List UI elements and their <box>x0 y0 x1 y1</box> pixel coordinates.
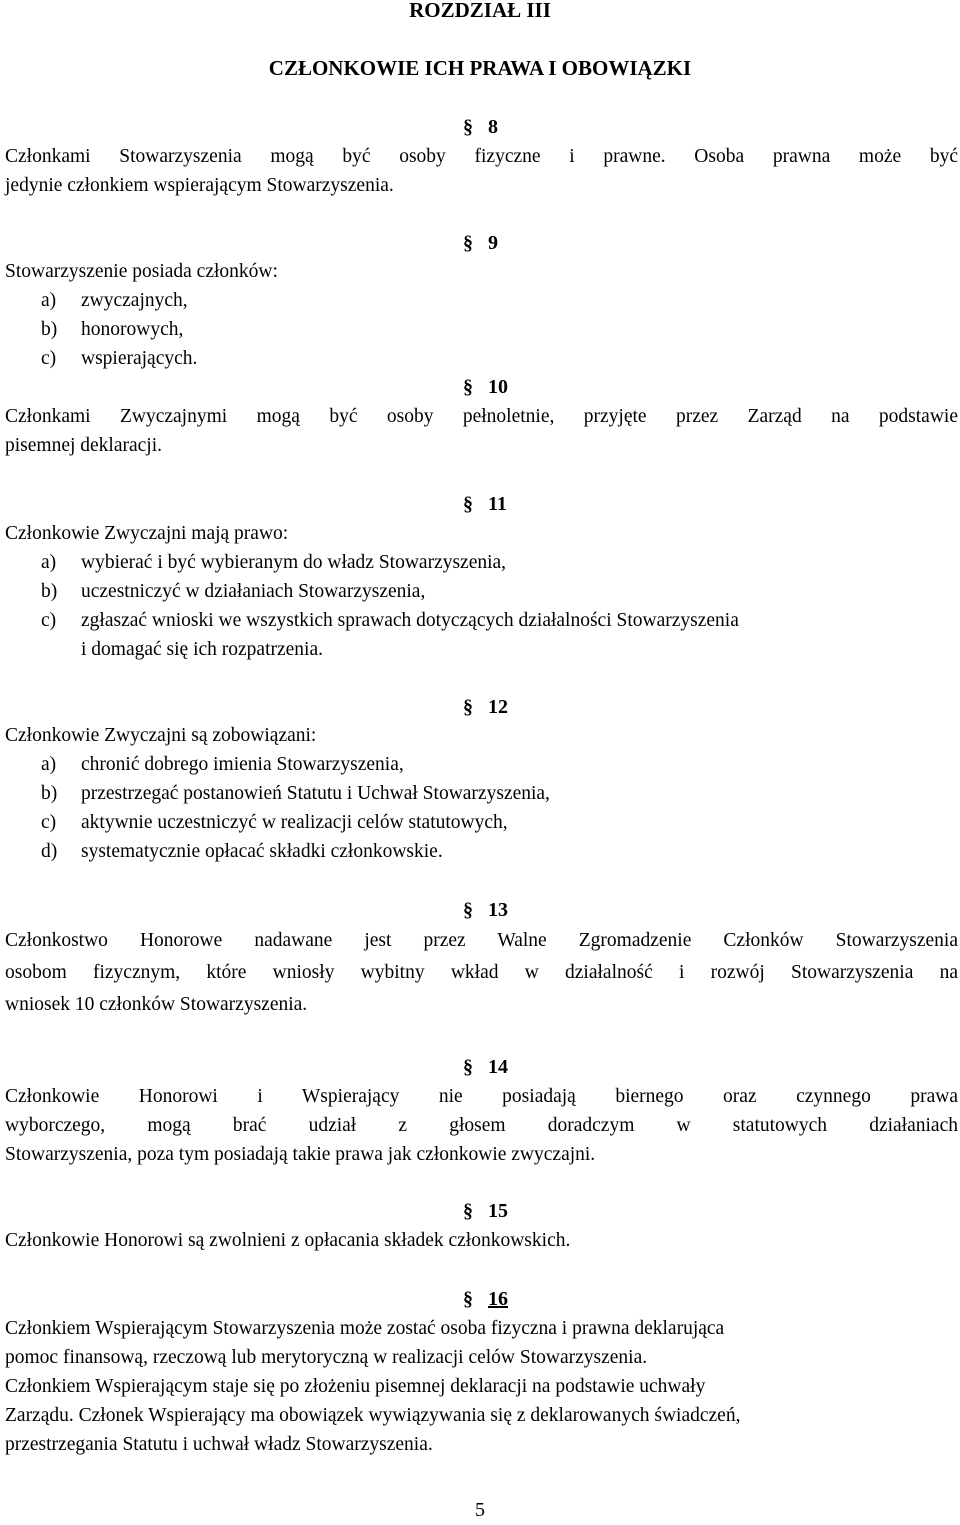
text-line: Członkiem Wspierającym Stowarzyszenia może zostać osoba fizyczna i prawna deklarująca <box>5 1318 725 1339</box>
text-line: przestrzegania Statutu i uchwał władz Stowarzyszenia. <box>5 1434 433 1455</box>
section-14-heading <box>462 1053 508 1082</box>
section-number: 10 <box>488 376 508 398</box>
list-intro: Stowarzyszenie posiada członków: <box>5 261 278 282</box>
text-line: Członkowie Honorowi i Wspierający nie posiadają biernego oraz czynnego prawa <box>5 1086 958 1107</box>
section-10-heading <box>462 373 508 402</box>
section-11-list <box>5 519 958 664</box>
page-number: 5 <box>475 1499 485 1521</box>
text-line: pomoc finansową, rzeczową lub merytoryczną w realizacji celów Stowarzyszenia. <box>5 1347 648 1368</box>
section-10-text <box>5 402 958 460</box>
section-number: 13 <box>488 899 508 921</box>
section-number: 15 <box>488 1200 508 1222</box>
section-8-text <box>5 142 958 200</box>
text-line: Członkostwo Honorowe nadawane jest przez Walne Zgromadzenie Członków Stowarzyszenia <box>5 930 958 951</box>
section-symbol: § <box>463 696 473 718</box>
section-16-heading <box>462 1285 508 1314</box>
section-symbol: § <box>463 232 473 254</box>
text-line: jedynie członkiem wspierającym Stowarzyszenia. <box>5 175 394 196</box>
section-number: 16 <box>488 1288 508 1310</box>
section-symbol: § <box>463 1056 473 1078</box>
text-line: Członkowie Honorowi są zwolnieni z opłacania składek członkowskich. <box>5 1230 571 1251</box>
chapter-heading: ROZDZIAŁ III <box>409 0 551 22</box>
list-item: c) zgłaszać wnioski we wszystkich sprawach dotyczących działalności Stowarzyszenia <box>41 610 739 631</box>
section-9-heading <box>462 229 498 258</box>
section-15-text <box>5 1226 958 1255</box>
section-symbol: § <box>463 376 473 398</box>
section-number: 8 <box>488 116 498 138</box>
section-symbol: § <box>463 1288 473 1310</box>
section-number: 9 <box>488 232 498 254</box>
text-line: Zarządu. Członek Wspierający ma obowiązek wywiązywania się z deklarowanych świadczeń, <box>5 1405 741 1426</box>
text-line: wyborczego, mogą brać udział z głosem doradczym w statutowych działaniach <box>5 1115 958 1136</box>
list-intro: Członkowie Zwyczajni są zobowiązani: <box>5 725 317 746</box>
list-item: b) uczestniczyć w działaniach Stowarzyszenia, <box>41 581 426 602</box>
section-symbol: § <box>463 899 473 921</box>
list-item: b) przestrzegać postanowień Statutu i Uchwał Stowarzyszenia, <box>41 783 550 804</box>
section-8-heading <box>462 113 498 142</box>
text-line: Członkiem Wspierającym staje się po złożeniu pisemnej deklaracji na podstawie uchwały <box>5 1376 706 1397</box>
section-11-heading <box>462 490 507 519</box>
list-item-continuation: i domagać się ich rozpatrzenia. <box>81 639 324 660</box>
section-14-text <box>5 1082 958 1169</box>
list-item: a) wybierać i być wybieranym do władz Stowarzyszenia, <box>41 552 507 573</box>
chapter-title: CZŁONKOWIE ICH PRAWA I OBOWIĄZKI <box>268 56 692 80</box>
text-line: Członkami Stowarzyszenia mogą być osoby fizyczne i prawne. Osoba prawna może być <box>5 146 958 167</box>
section-symbol: § <box>463 493 473 515</box>
text-line: osobom fizycznym, które wniosły wybitny wkład w działalność i rozwój Stowarzyszenia na <box>5 962 958 983</box>
list-item: b) honorowych, <box>41 319 184 340</box>
text-line: Członkami Zwyczajnymi mogą być osoby pełnoletnie, przyjęte przez Zarząd na podstawie <box>5 406 958 427</box>
text-line: pisemnej deklaracji. <box>5 435 163 456</box>
section-number: 12 <box>488 696 508 718</box>
section-12-heading <box>462 693 508 722</box>
list-item: c) wspierających. <box>41 348 198 369</box>
section-symbol: § <box>463 116 473 138</box>
section-9-list <box>5 257 958 373</box>
list-item: a) chronić dobrego imienia Stowarzyszenia, <box>41 754 404 775</box>
list-item: a) zwyczajnych, <box>41 290 188 311</box>
list-item: d) systematycznie opłacać składki członkowskie. <box>41 841 443 862</box>
section-13-heading <box>462 896 508 925</box>
list-intro: Członkowie Zwyczajni mają prawo: <box>5 523 289 544</box>
text-line: wniosek 10 członków Stowarzyszenia. <box>5 994 308 1015</box>
section-number: 14 <box>488 1056 508 1078</box>
section-12-list <box>5 721 958 866</box>
section-15-heading <box>462 1197 508 1226</box>
text-line: Stowarzyszenia, poza tym posiadają takie prawa jak członkowie zwyczajni. <box>5 1144 596 1165</box>
section-16-text <box>5 1314 958 1459</box>
section-symbol: § <box>463 1200 473 1222</box>
section-number: 11 <box>488 493 507 515</box>
section-13-text <box>5 925 958 1021</box>
list-item: c) aktywnie uczestniczyć w realizacji celów statutowych, <box>41 812 508 833</box>
